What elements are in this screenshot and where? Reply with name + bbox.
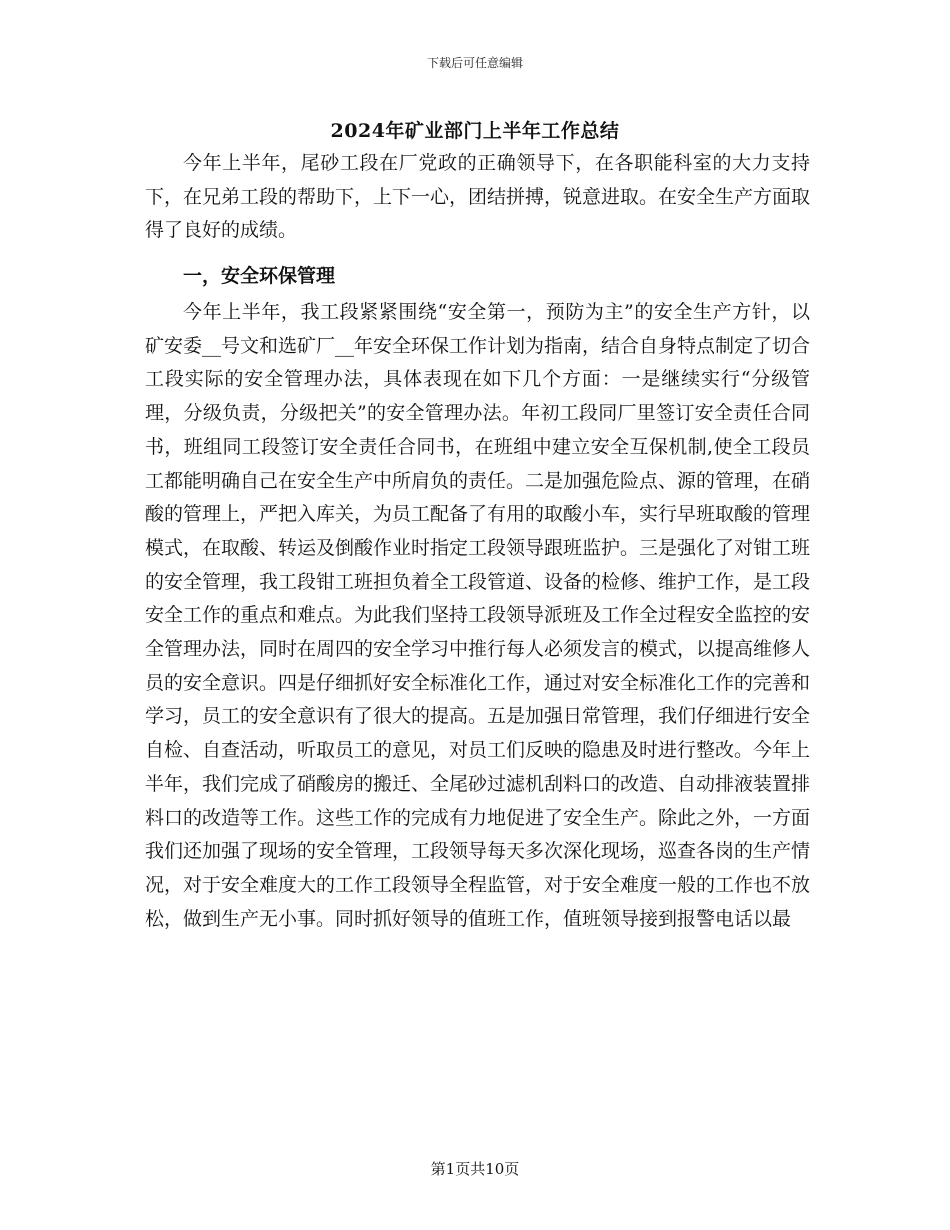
- intro-paragraph: 今年上半年，尾砂工段在厂党政的正确领导下，在各职能科室的大力支持下，在兄弟工段的帮助下，上下一心，团结拼搏，锐意进取。在安全生产方面取得了良好的成绩。: [145, 152, 811, 242]
- header-note: 下载后可任意编辑: [426, 56, 523, 70]
- section-heading-safety: 一，安全环保管理: [183, 265, 336, 287]
- section-paragraph-safety: 今年上半年，我工段紧紧围绕“安全第一，预防为主”的安全生产方针，以矿安委__号文和选矿厂__年安全环保工作计划为指南，结合自身特点制定了切合工段实际的安全管理办法，具体表现在如下几个方面：一是继续实行“分级管理，分级负责，分级把关”的安全管理办法。年初工段同厂里签订安全责任合同书，班组同工段签订安全责任合同书，在班组中建立安全互保机制,使全工段员工都能明确自己在安全生产中所肩负的责任。二是加强危险点、源的管理，在硝酸的管理上，严把入库关，为员工配备了有用的取酸小车，实行早班取酸的管理模式，在取酸、转运及倒酸作业时指定工段领导跟班监护。三是强化了对钳工班的安全管理，我工段钳工班担负着全工段管道、设备的检修、维护工作，是工段安全工作的重点和难点。为此我们坚持工段领导派班及工作全过程安全监控的安全管理办法，同时在周四的安全学习中推行每人必须发言的模式，以提高维修人员的安全意识。四是仔细抓好安全标准化工作，通过对安全标准化工作的完善和学习，员工的安全意识有了很大的提高。五是加强日常管理，我们仔细进行安全自检、自查活动，听取员工的意见，对员工们反映的隐患及时进行整改。今年上半年，我们完成了硝酸房的搬迁、全尾砂过滤机刮料口的改造、自动排液装置排料口的改造等工作。这些工作的完成有力地促进了安全生产。除此之外，一方面我们还加强了现场的安全管理，工段领导每天多次深化现场，巡查各岗的生产情况，对于安全难度大的工作工段领导全程监管，对于安全难度一般的工作也不放松，做到生产无小事。同时抓好领导的值班工作，值班领导接到报警电话以最: [145, 301, 811, 930]
- document-title: 2024年矿业部门上半年工作总结: [330, 120, 620, 142]
- page-number-footer: 第1页共10页: [430, 1160, 520, 1178]
